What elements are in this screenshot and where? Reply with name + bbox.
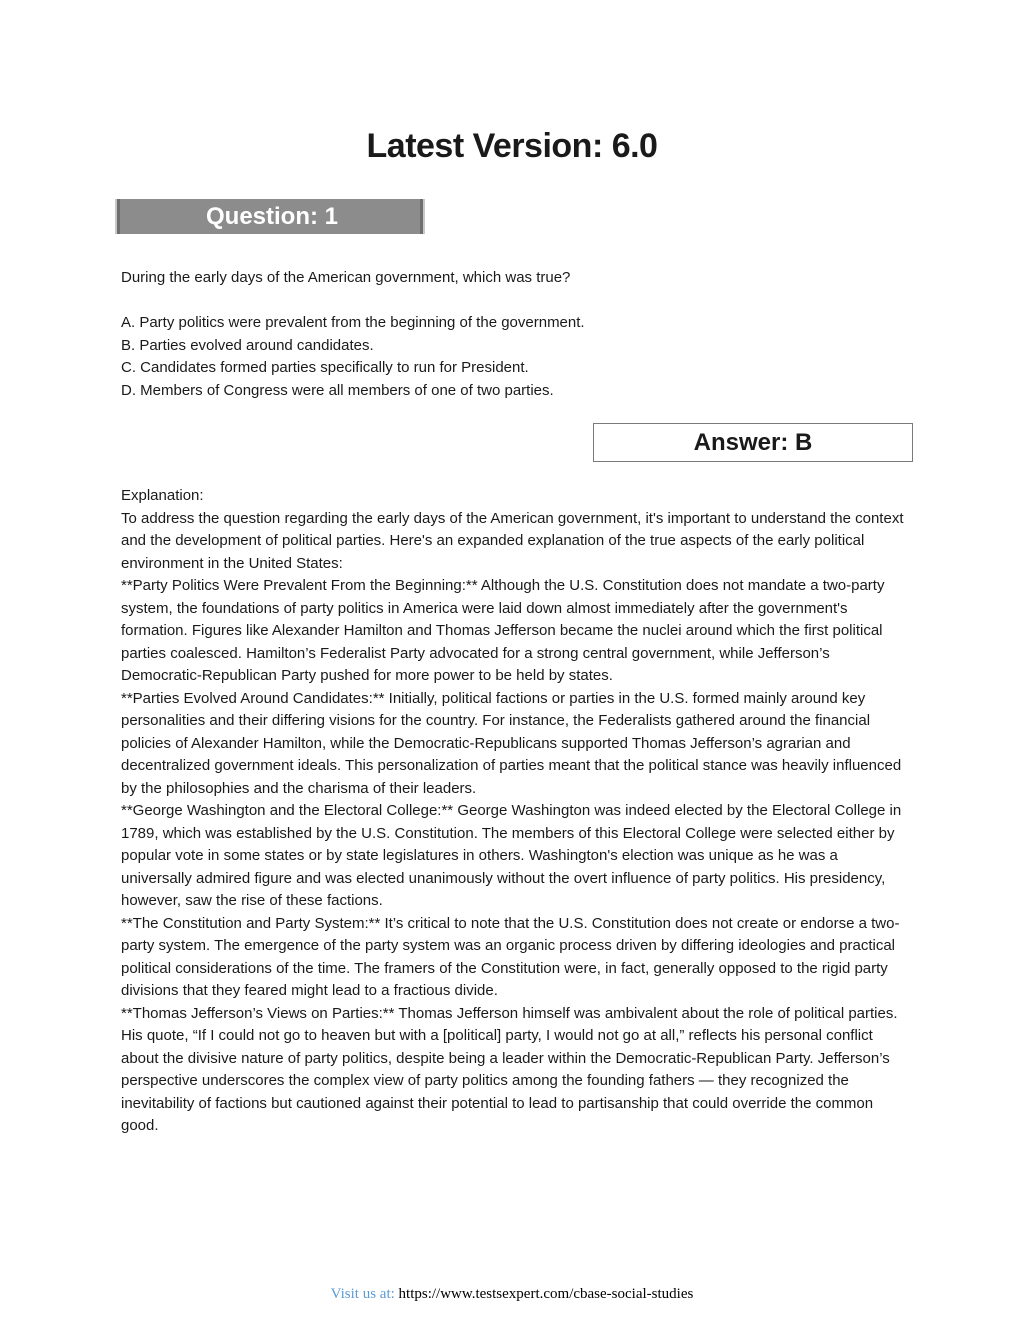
footer xyxy=(0,1284,1024,1304)
answer-options xyxy=(121,312,911,402)
explanation-paragraph: **Parties Evolved Around Candidates:** Initially, political factions or parties in the U.S. formed mainly around key personalities and their differing visions for the country. For instance, the Federalists gathered around the financial policies of Alexander Hamilton, while the Democratic-Republicans supported Thomas Jefferson’s agrarian and decentralized government ideals. This personalization of parties meant that the political stance was heavily influenced by the philosophies and the charisma of their leaders. xyxy=(121,689,902,797)
explanation-heading: Explanation: xyxy=(121,487,204,504)
page-title: Latest Version: 6.0 xyxy=(366,127,658,165)
explanation-paragraph: **Thomas Jefferson’s Views on Parties:** Thomas Jefferson himself was ambivalent about the role of political parties. His quote, “If I could not go to heaven but with a [political] party, I would not go at all,” reflects his personal conflict about the divisive nature of party politics, despite being a leader within the Democratic-Republican Party. Jefferson’s perspective underscores the complex view of party politics among the founding fathers — they recognized the inevitability of factions but cautioned against their potential to lead to partisanship that could override the common good. xyxy=(121,1004,898,1134)
footer-url-link[interactable]: https://www.testsexpert.com/cbase-social-studies xyxy=(398,1286,694,1302)
question-text: During the early days of the American government, which was true? xyxy=(121,269,571,286)
explanation xyxy=(121,485,911,1138)
footer-visit-label: Visit us at: xyxy=(330,1286,395,1302)
explanation-paragraph: **The Constitution and Party System:** It’s critical to note that the U.S. Constitution does not create or endorse a two-party system. The emergence of the party system was an organic process driven by differing ideologies and practical political considerations of the time. The framers of the Constitution were, in fact, generally opposed to the rigid party divisions that they feared might lead to a fractious divide. xyxy=(121,914,900,999)
question-label: Question: 1 xyxy=(205,203,338,230)
answer-box: Answer: B xyxy=(593,423,913,462)
explanation-paragraph: **George Washington and the Electoral College:** George Washington was indeed elected by the Electoral College in 1789, which was established by the U.S. Constitution. The members of this Electoral College were selected either by popular vote in some states or by state legislatures in others. Washington's election was unique as he was a universally admired figure and was elected unanimously without the overt influence of party politics. His presidency, however, saw the rise of these factions. xyxy=(121,802,902,909)
option-c: C. Candidates formed parties specifically to run for President. xyxy=(121,359,529,376)
explanation-paragraph: **Party Politics Were Prevalent From the Beginning:** Although the U.S. Constitution does not mandate a two-party system, the foundations of party politics in America were laid down almost immediately after the government's formation. Figures like Alexander Hamilton and Thomas Jefferson became the nuclei around which the first political parties coalesced. Hamilton’s Federalist Party advocated for a strong central government, while Jefferson’s Democratic-Republican Party pushed for more power to be held by states. xyxy=(121,577,885,684)
question-banner xyxy=(115,199,425,234)
explanation-paragraph: To address the question regarding the early days of the American government, it's important to understand the context and the development of political parties. Here's an expanded explanation of the true aspects of the early political environment in the United States: xyxy=(121,509,904,572)
option-a: A. Party politics were prevalent from the beginning of the government. xyxy=(121,314,585,331)
option-d: D. Members of Congress were all members of one of two parties. xyxy=(121,381,554,399)
option-b: B. Parties evolved around candidates. xyxy=(121,336,374,354)
